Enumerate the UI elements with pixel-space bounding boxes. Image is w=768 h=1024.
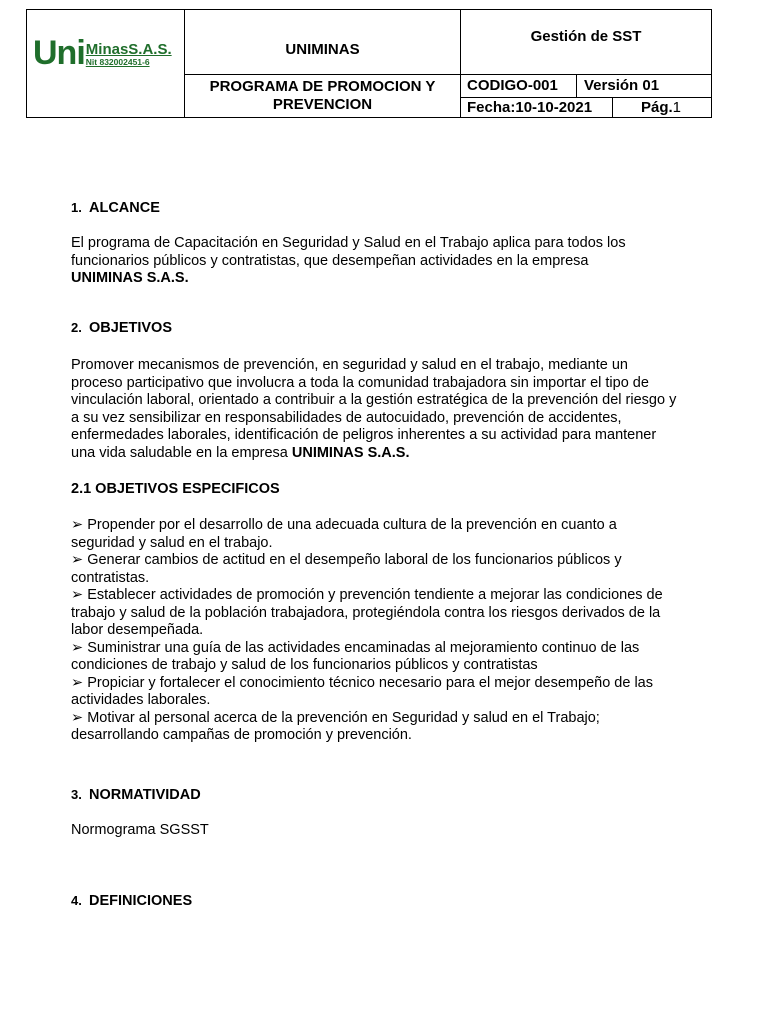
bullet-arrow-icon: ➢: [71, 552, 84, 568]
list-item: [71, 552, 683, 587]
section-body-objetivos: [71, 357, 683, 462]
logo-minas: MinasS.A.S.: [85, 41, 172, 58]
bullet-arrow-icon: ➢: [71, 709, 84, 726]
list-item: [71, 640, 683, 675]
section-body-alcance: [71, 235, 691, 288]
list-item-text: Establecer actividades de promoción y prevención tendiente a mejorar las condiciones de trabajo y salud de la población trabajadora, protegiéndola contra los riesgos derivados de la labor desempeñada.: [71, 587, 663, 638]
section-heading-normatividad: [71, 787, 201, 803]
section-number: 2.: [71, 320, 82, 335]
logo-uni: Uni: [33, 34, 85, 72]
list-item: [71, 675, 683, 710]
logo-nit: Nit 832002451-6: [85, 57, 150, 67]
company-name-bold: UNIMINAS S.A.S.: [71, 270, 189, 286]
list-item: [71, 710, 683, 745]
list-item-text: Propender por el desarrollo de una adecuada cultura de la prevención en cuanto a seguridad y salud en el trabajo.: [71, 517, 617, 551]
company-name: UNIMINAS: [285, 41, 360, 58]
document-version: Versión 01: [584, 77, 660, 94]
company-name-bold: UNIMINAS S.A.S.: [291, 444, 410, 461]
company-logo: [33, 34, 172, 72]
section-number: 4.: [71, 893, 82, 908]
list-item-text: Propiciar y fortalecer el conocimiento técnico necesario para el mejor desempeño de las actividades laborales.: [71, 674, 653, 708]
list-item-text: Motivar al personal acerca de la prevención en Seguridad y salud en el Trabajo; desarrollando campañas de promoción y prevención.: [71, 709, 600, 743]
bullet-arrow-icon: ➢: [71, 587, 84, 603]
section-heading-alcance: [71, 200, 160, 216]
bullet-arrow-icon: ➢: [71, 639, 84, 656]
paragraph-text: El programa de Capacitación en Seguridad y Salud en el Trabajo aplica para todos los funcionarios públicos y contratistas, que desempeñan actividades en la empresa: [71, 235, 626, 269]
program-title: PROGRAMA DE PROMOCION Y PREVENCION: [209, 78, 436, 113]
page-label: Pág.: [640, 98, 673, 116]
document-date: Fecha:10-10-2021: [467, 98, 593, 116]
section-title: DEFINICIONES: [89, 893, 193, 909]
list-item: [71, 587, 683, 640]
list-item: [71, 517, 683, 552]
section-heading-definiciones: [71, 893, 192, 909]
paragraph-text: Promover mecanismos de prevención, en seguridad y salud en el trabajo, mediante un proceso participativo que involucra a toda la comunidad trabajadora sin importar el tipo de vinculación laboral, orientado a contribuir a la gestión estratégica de la prevención del riesgo y a su vez sensibilizar en responsabilidades de autocuidado, prevención de accidentes, enfermedades laborales, identificación de peligros inherentes a su actividad para mantener una vida saludable en la empresa: [71, 357, 677, 461]
document-code: CODIGO-001: [467, 77, 558, 94]
section-number: 3.: [71, 787, 82, 802]
list-item-text: Suministrar una guía de las actividades encaminadas al mejoramiento continuo de las condiciones de trabajo y salud de los funcionarios públicos y contratistas: [71, 639, 640, 673]
section-title: ALCANCE: [89, 200, 160, 216]
bullet-arrow-icon: ➢: [71, 674, 84, 691]
management-system: Gestión de SST: [530, 28, 642, 45]
document-header-table: [26, 9, 712, 118]
page-value: 1: [672, 98, 681, 116]
section-number: 1.: [71, 200, 82, 215]
section-body-normatividad: Normograma SGSST: [71, 822, 209, 838]
list-item-text: Generar cambios de actitud en el desempeño laboral de los funcionarios públicos y contratistas.: [71, 552, 622, 586]
bullet-arrow-icon: ➢: [71, 517, 84, 533]
objectives-list: [71, 517, 683, 745]
section-heading-objetivos-especificos: 2.1 OBJETIVOS ESPECIFICOS: [71, 481, 280, 497]
page-number: [613, 98, 711, 117]
section-title: NORMATIVIDAD: [89, 787, 201, 803]
section-title: OBJETIVOS: [89, 320, 172, 336]
section-heading-objetivos: [71, 320, 172, 336]
